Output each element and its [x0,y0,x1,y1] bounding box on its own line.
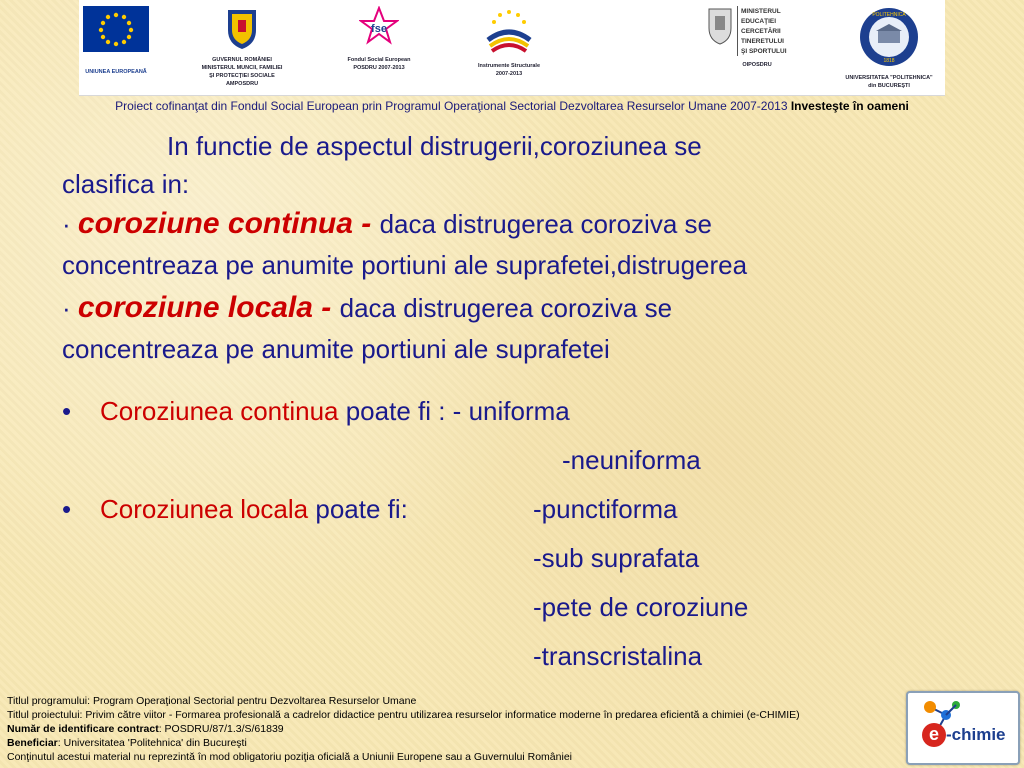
ministry-caption: OIPOSDRU [742,62,772,68]
item-continua-bullet: · [62,209,78,239]
gov-logo [197,6,287,87]
project-line-text: Proiect cofinanţat din Fondul Social European prin Programul Operaţional Sectorial Dezvoltarea Resurselor Umane 2007-2013 [115,99,791,113]
fse-mark: fse [371,23,387,35]
upb-logo [839,6,939,89]
sponsor-logo-bar [79,0,945,96]
upb-caption-2: din BUCUREŞTI [868,83,910,89]
gov-caption-3: ŞI PROTECŢIEI SOCIALE [209,73,275,79]
footer-disclaimer: Conţinutul acestui material nu reprezintă în mod obligatoriu poziţia oficială a Uniunii Europene sau a Guvernului României [7,751,572,763]
ministry-logo [707,6,807,68]
ministry-line-1: MINISTERUL [741,8,781,15]
intro-line-1: In functie de aspectul distrugerii,coroziunea se [167,131,702,161]
upb-seal-icon [858,6,920,68]
bullet-marker: • [62,494,72,524]
e-chimie-name: -chimie [946,725,1006,744]
gov-caption-1: GUVERNUL ROMÂNIEI [212,57,272,63]
upb-caption-1: UNIVERSITATEA "POLITEHNICA" [845,75,933,81]
fse-star-icon [359,6,399,50]
instrumente-icon [482,6,536,56]
eu-logo [81,6,151,75]
bullet-locala-sub-1: -sub suprafata [533,543,700,573]
bullet-locala-sub-2: -pete de coroziune [533,592,749,622]
bullet-continua-text: poate fi : - uniforma [338,396,570,426]
bullet-locala-text: poate fi: [308,494,408,524]
ministry-line-4: TINERETULUI [741,38,784,45]
ministry-line-3: CERCETĂRII [741,28,781,35]
ministry-line-5: ŞI SPORTULUI [741,48,787,55]
footer-beneficiary: Beneficiar: Universitatea 'Politehnica' din Bucureşti [7,737,247,749]
footer-contract-id: Număr de identificare contract: POSDRU/87/1.3/S/61839 [7,723,284,735]
intro-line-2: clasifica in: [62,169,190,199]
item-continua [62,203,992,245]
bullet-locala-label: Coroziunea locala [100,494,309,524]
ministry-line-2: EDUCAŢIEI [741,18,777,25]
fse-logo [339,6,419,71]
item-locala-term: coroziune locala - [77,291,340,324]
eu-flag-icon [83,6,149,52]
item-locala-line-2: concentreaza pe anumite portiuni ale suprafetei [62,334,610,364]
gov-caption-4: AMPOSDRU [225,81,259,87]
upb-ring-text: POLITEHNICA [872,12,906,18]
fse-caption-1: Fondul Social European [347,57,411,63]
fse-caption-2: POSDRU 2007-2013 [353,65,405,71]
bullet-continua-sub-1: -neuniforma [562,445,701,475]
e-chimie-e: e [922,723,946,747]
coat-of-arms-icon [225,6,259,50]
project-line-slogan: Investeşte în oameni [790,99,909,113]
item-continua-term: coroziune continua - [77,207,380,240]
bullet-continua-label: Coroziunea continua [100,396,339,426]
upb-year-text: 1818 [883,58,895,64]
bullet-locala-sub-3: -transcristalina [533,641,703,671]
item-continua-desc: daca distrugerea coroziva se [379,209,712,239]
item-locala-desc: daca distrugerea coroziva se [339,293,673,323]
project-cofinancing-line [0,99,1024,113]
ministry-crest-icon [707,6,733,46]
e-chimie-wordmark [922,723,1006,747]
eu-caption: UNIUNEA EUROPEANĂ [85,69,147,75]
instr-caption-1: Instrumente Structurale [477,63,541,69]
instrumente-structurale-logo [469,6,549,77]
instr-caption-2: 2007-2013 [495,71,523,77]
gov-caption-2: MINISTERUL MUNCII, FAMILIEI [201,65,283,71]
e-chimie-logo [906,691,1020,765]
item-locala-bullet: · [62,293,78,323]
slide-body [62,125,992,369]
item-continua-line-2: concentreaza pe anumite portiuni ale suprafetei,distrugerea [62,250,748,280]
footer-program-title: Titlul programului: Program Operaţional Sectorial pentru Dezvoltarea Resurselor Umane [7,695,417,707]
project-footer [7,694,897,764]
item-locala [62,287,992,329]
bullet-locala [62,494,408,525]
bullet-marker: • [62,396,72,426]
bullet-continua [62,396,570,427]
bullet-locala-first: -punctiforma [533,494,678,524]
footer-project-title: Titlul proiectului: Privim către viitor - Formarea profesională a cadrelor didactice pentru utilizarea resurselor informatice moderne în predarea eficientă a chimiei (e-CHIMIE) [7,709,800,721]
